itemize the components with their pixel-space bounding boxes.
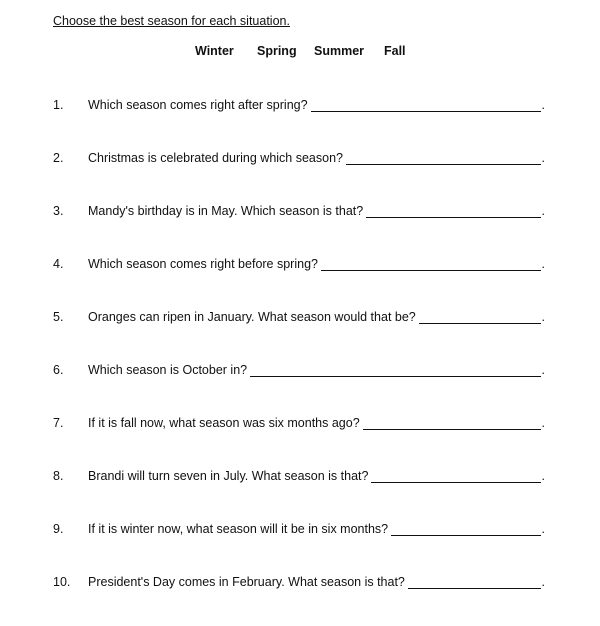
question-number: 9. xyxy=(53,522,64,536)
answer-blank[interactable] xyxy=(391,522,540,536)
word-bank xyxy=(0,44,600,62)
question-text: Brandi will turn seven in July. What season is that? xyxy=(88,469,369,483)
question-row xyxy=(0,520,600,573)
question-text: Which season comes right before spring? xyxy=(88,257,318,271)
word-bank-winter: Winter xyxy=(195,44,234,58)
answer-blank[interactable] xyxy=(363,416,541,430)
answer-blank[interactable] xyxy=(346,151,541,165)
question-row xyxy=(0,255,600,308)
answer-blank[interactable] xyxy=(366,204,540,218)
question-end-mark: . xyxy=(541,522,545,536)
question-text: Christmas is celebrated during which season? xyxy=(88,151,343,165)
answer-blank[interactable] xyxy=(250,363,540,377)
question-end-mark: . xyxy=(541,98,545,112)
question-row xyxy=(0,467,600,520)
question-number: 1. xyxy=(53,98,64,112)
question-end-mark: . xyxy=(541,257,545,271)
question-end-mark: . xyxy=(541,204,545,218)
question-number: 6. xyxy=(53,363,64,377)
question-row xyxy=(0,202,600,255)
question-row xyxy=(0,149,600,202)
question-end-mark: . xyxy=(541,151,545,165)
question-end-mark: . xyxy=(541,416,545,430)
question-number: 8. xyxy=(53,469,64,483)
question-row xyxy=(0,96,600,149)
question-list xyxy=(0,96,600,626)
word-bank-fall: Fall xyxy=(384,44,406,58)
question-number: 5. xyxy=(53,310,64,324)
answer-blank[interactable] xyxy=(321,257,541,271)
question-row xyxy=(0,361,600,414)
instructions-heading: Choose the best season for each situation. xyxy=(53,14,290,28)
question-number: 4. xyxy=(53,257,64,271)
answer-blank[interactable] xyxy=(371,469,540,483)
question-text: Which season comes right after spring? xyxy=(88,98,308,112)
question-text: Mandy's birthday is in May. Which season is that? xyxy=(88,204,364,218)
answer-blank[interactable] xyxy=(408,575,541,589)
question-number: 10. xyxy=(53,575,71,589)
question-number: 7. xyxy=(53,416,64,430)
question-end-mark: . xyxy=(541,469,545,483)
question-row xyxy=(0,308,600,361)
question-text: Oranges can ripen in January. What season would that be? xyxy=(88,310,416,324)
question-text: Which season is October in? xyxy=(88,363,248,377)
word-bank-spring: Spring xyxy=(257,44,297,58)
answer-blank[interactable] xyxy=(311,98,541,112)
question-text: President's Day comes in February. What season is that? xyxy=(88,575,405,589)
question-end-mark: . xyxy=(541,363,545,377)
question-row xyxy=(0,414,600,467)
question-number: 3. xyxy=(53,204,64,218)
question-end-mark: . xyxy=(541,575,545,589)
answer-blank[interactable] xyxy=(419,310,541,324)
question-text: If it is fall now, what season was six months ago? xyxy=(88,416,360,430)
question-number: 2. xyxy=(53,151,64,165)
word-bank-summer: Summer xyxy=(314,44,365,58)
question-end-mark: . xyxy=(541,310,545,324)
question-text: If it is winter now, what season will it be in six months? xyxy=(88,522,389,536)
